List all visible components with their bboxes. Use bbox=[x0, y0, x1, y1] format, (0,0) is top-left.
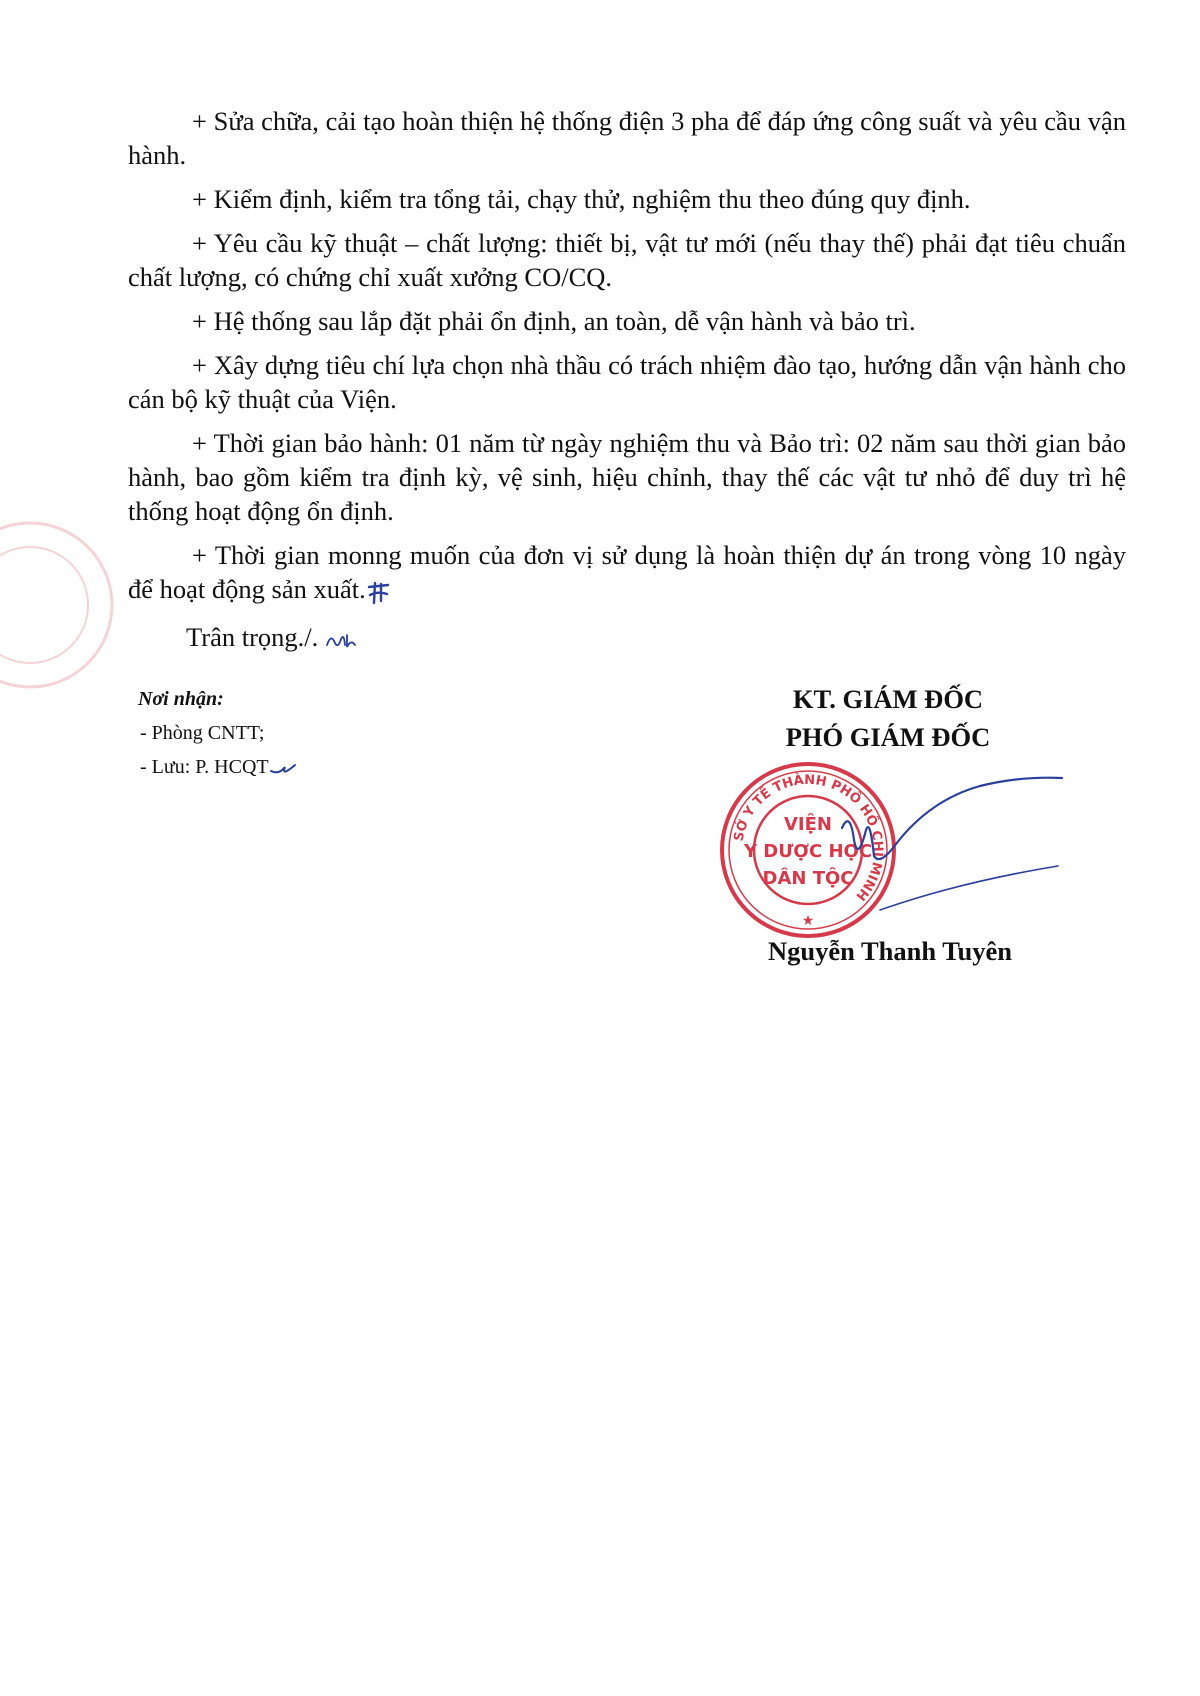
body-text bbox=[128, 104, 1126, 616]
body-paragraph-3: + Yêu cầu kỹ thuật – chất lượng: thiết bị, vật tư mới (nếu thay thế) phải đạt tiêu chuẩn chất lượng, có chứng chỉ xuất xưởng CO/CQ. bbox=[128, 228, 1126, 292]
seal-center-line3: DÂN TỘC bbox=[762, 868, 854, 889]
recipient-item: - Phòng CNTT; bbox=[140, 722, 265, 744]
seal-ring-text: SỞ Y TẾ THÀNH PHỐ HỒ CHÍ MINH bbox=[731, 772, 886, 904]
body-paragraph-7-text: + Thời gian monng muốn của đơn vị sử dụng là hoàn thiện dự án trong vòng 10 ngày để hoạt động sản xuất. bbox=[128, 540, 1126, 604]
seal-center-line2: Y DƯỢC HỌC bbox=[743, 841, 873, 862]
initial-mark bbox=[366, 579, 392, 605]
body-paragraph-4: + Hệ thống sau lắp đặt phải ổn định, an toàn, dễ vận hành và bảo trì. bbox=[192, 306, 916, 336]
signature-title-block bbox=[728, 680, 1048, 756]
body-paragraph-1: + Sửa chữa, cải tạo hoàn thiện hệ thống điện 3 pha để đáp ứng công suất và yêu cầu vận hành. bbox=[128, 106, 1126, 170]
initial-mark bbox=[269, 757, 297, 779]
handwritten-signature bbox=[840, 770, 1080, 920]
seal-star-icon: ★ bbox=[801, 913, 815, 929]
body-paragraph-5: + Xây dựng tiêu chí lựa chọn nhà thầu có trách nhiệm đào tạo, hướng dẫn vận hành cho cán bộ kỹ thuật của Viện. bbox=[128, 350, 1126, 414]
closing-line bbox=[186, 622, 359, 653]
body-paragraph-7 bbox=[128, 538, 1126, 606]
closing-text: Trân trọng./. bbox=[186, 622, 319, 652]
signer-name: Nguyễn Thanh Tuyên bbox=[767, 936, 1013, 966]
recipients-block bbox=[138, 682, 297, 784]
body-paragraph-2: + Kiểm định, kiểm tra tổng tải, chạy thử, nghiệm thu theo đúng quy định. bbox=[192, 184, 971, 214]
signature-title-line1: KT. GIÁM ĐỐC bbox=[792, 684, 984, 714]
body-paragraph-6: + Thời gian bảo hành: 01 năm từ ngày nghiệm thu và Bảo trì: 02 năm sau thời gian bảo hành, bao gồm kiểm tra định kỳ, vệ sinh, hiệu chỉnh, thay thế các vật tư nhỏ để duy trì hệ thống hoạt động ổn định. bbox=[128, 428, 1126, 526]
recipients-label: Nơi nhận: bbox=[138, 688, 224, 710]
initial-mark bbox=[325, 629, 359, 651]
faded-seal-mark bbox=[0, 510, 120, 700]
seal-center-line1: VIỆN bbox=[784, 814, 832, 835]
signature-title-line2: PHÓ GIÁM ĐỐC bbox=[785, 722, 991, 752]
recipient-item bbox=[138, 750, 297, 784]
recipient-item-text: - Lưu: P. HCQT bbox=[140, 756, 269, 778]
